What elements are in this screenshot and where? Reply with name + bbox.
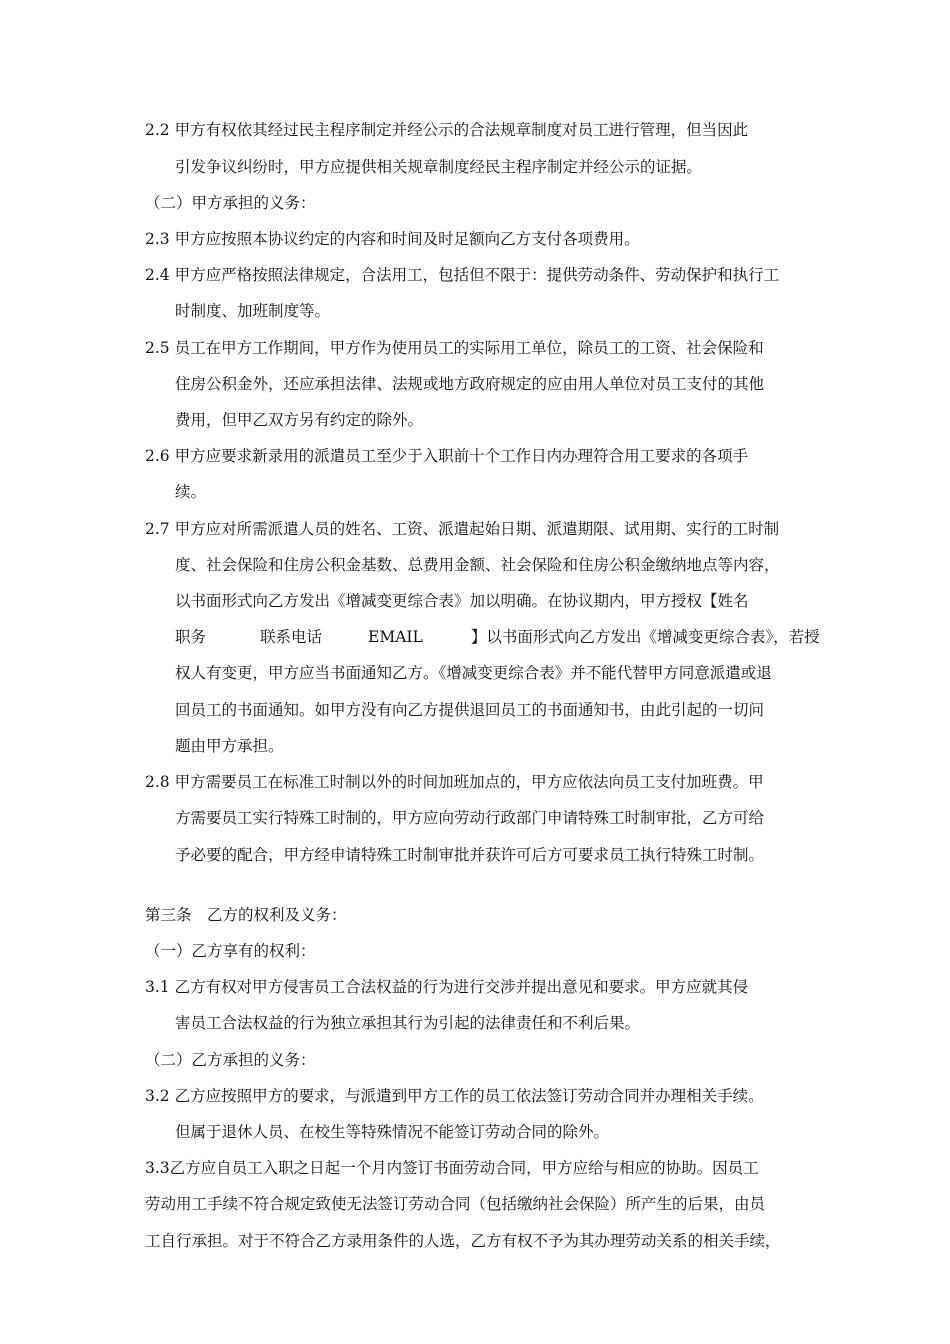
clause-2-5-line-3: 费用，但甲乙双方另有约定的除外。 [175,411,424,429]
clause-3-1-line-2: 害员工合法权益的行为独立承担其行为引起的法律责任和不利后果。 [175,1014,641,1032]
auth-title-field: 职务 [175,628,207,646]
clause-3-2-line-1: 3.2 乙方应按照甲方的要求，与派遣到甲方工作的员工依法签订劳动合同并办理相关手续。 [145,1087,764,1105]
clause-2-7-line-3: 以书面形式向乙方发出《增减变更综合表》加以明确。在协议期内，甲方授权【姓名 [175,592,749,610]
clause-2-4-line-2: 时制度、加班制度等。 [175,302,331,320]
section-party-b-rights: （一）乙方享有的权利： [145,942,316,960]
clause-2-7-line-4 [175,627,950,647]
auth-line-rest: 】以书面形式向乙方发出《增减变更综合表》，若授 [470,628,820,646]
clause-2-5-line-1: 2.5 员工在甲方工作期间，甲方作为使用员工的实际用工单位，除员工的工资、社会保险和 [145,339,764,357]
clause-3-3-line-3: 工自行承担。对于不符合乙方录用条件的人选，乙方有权不予为其办理劳动关系的相关手续， [145,1232,781,1250]
auth-phone-field: 联系电话 [260,628,323,646]
article-3-heading: 第三条 乙方的权利及义务： [145,906,347,924]
clause-2-7-line-1: 2.7 甲方应对所需派遣人员的姓名、工资、派遣起始日期、派遣期限、试用期、实行的工时制 [145,520,780,538]
clause-2-8-line-3: 予必要的配合，甲方经申请特殊工时制审批并获许可后方可要求员工执行特殊工时制。 [175,846,765,864]
clause-2-7-line-7: 题由甲方承担。 [175,737,284,755]
clause-2-8-line-1: 2.8 甲方需要员工在标准工时制以外的时间加班加点的，甲方应依法向员工支付加班费。甲 [145,773,764,791]
clause-2-2-line-2: 引发争议纠纷时，甲方应提供相关规章制度经民主程序制定并经公示的证据。 [175,158,703,176]
clause-2-5-line-2: 住房公积金外，还应承担法律、法规或地方政府规定的应由用人单位对员工支付的其他 [175,375,765,393]
clause-3-1-line-1: 3.1 乙方有权对甲方侵害员工合法权益的行为进行交涉并提出意见和要求。甲方应就其侵 [145,978,749,996]
clause-2-3: 2.3 甲方应按照本协议约定的内容和时间及时足额向乙方支付各项费用。 [145,230,640,248]
clause-2-6-line-2: 续。 [175,483,207,501]
clause-3-3-line-1: 3.3乙方应自员工入职之日起一个月内签订书面劳动合同，甲方应给与相应的协助。因员工 [145,1159,759,1177]
clause-2-7-line-5: 权人有变更，甲方应当书面通知乙方。《增减变更综合表》并不能代替甲方同意派遣或退 [175,664,772,682]
clause-2-7-line-6: 回员工的书面通知。如甲方没有向乙方提供退回员工的书面通知书，由此引起的一切问 [175,701,765,719]
clause-2-4-line-1: 2.4 甲方应严格按照法律规定，合法用工，包括但不限于：提供劳动条件、劳动保护和执行工 [145,266,780,284]
section-party-a-obligations: （二）甲方承担的义务： [145,194,316,212]
clause-2-2-line-1: 2.2 甲方有权依其经过民主程序制定并经公示的合法规章制度对员工进行管理，但当因此 [145,121,749,139]
clause-2-7-line-2: 度、社会保险和住房公积金基数、总费用金额、社会保险和住房公积金缴纳地点等内容， [175,556,780,574]
clause-2-8-line-2: 方需要员工实行特殊工时制的，甲方应向劳动行政部门申请特殊工时制审批，乙方可给 [175,809,765,827]
auth-email-field: EMAIL [368,628,423,646]
clause-3-2-line-2: 但属于退休人员、在校生等特殊情况不能签订劳动合同的除外。 [175,1123,610,1141]
section-party-b-obligations: （二）乙方承担的义务： [145,1051,316,1069]
clause-2-6-line-1: 2.6 甲方应要求新录用的派遣员工至少于入职前十个工作日内办理符合用工要求的各项手 [145,447,749,465]
clause-3-3-line-2: 劳动用工手续不符合规定致使无法签订劳动合同（包括缴纳社会保险）所产生的后果，由员 [145,1195,766,1213]
